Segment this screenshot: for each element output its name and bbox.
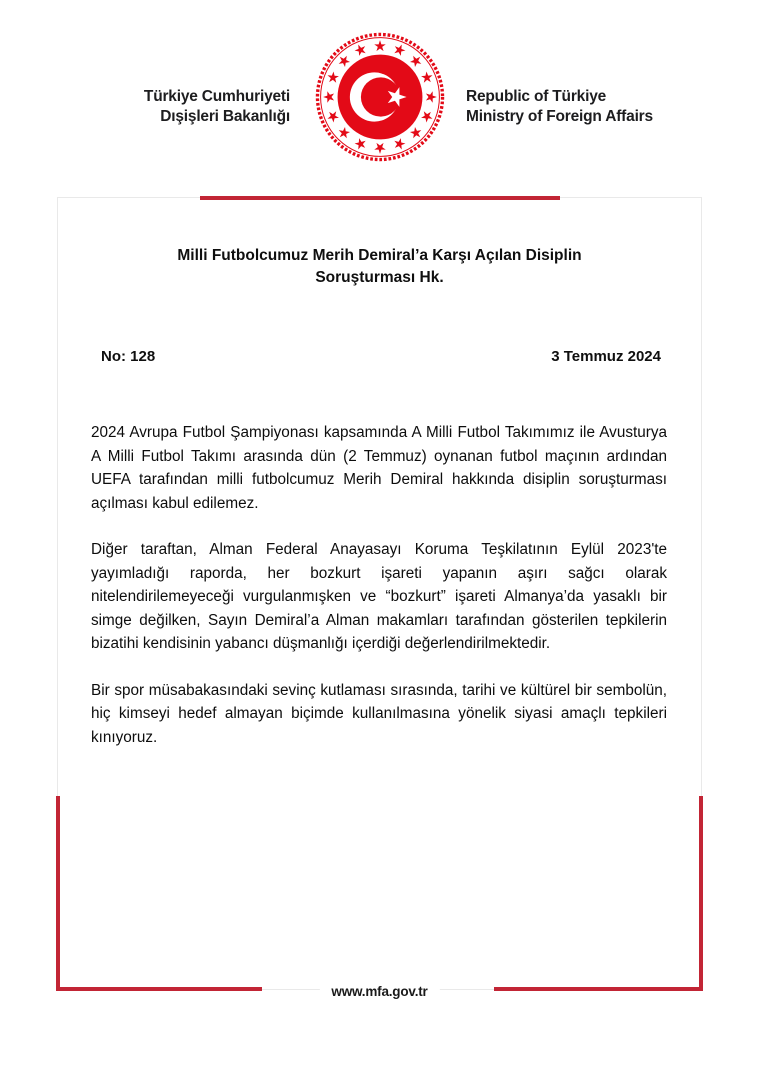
frame-accent-right xyxy=(699,796,703,991)
document-body xyxy=(91,421,667,749)
ministry-en-line1: Republic of Türkiye xyxy=(466,88,607,105)
content-frame xyxy=(57,197,702,999)
page-title: Milli Futbolcumuz Merih Demiral’a Karşı Açılan Disiplin Soruşturması Hk. xyxy=(177,247,582,286)
frame-accent-bottom-right xyxy=(494,987,703,991)
frame-accent-bottom-left xyxy=(56,987,262,991)
ministry-name-english xyxy=(466,87,653,127)
mfa-website-url: www.mfa.gov.tr xyxy=(319,984,439,999)
document-date: 3 Temmuz 2024 xyxy=(551,348,661,365)
frame-accent-left xyxy=(56,796,60,991)
ministry-tr-line2: Dışişleri Bakanlığı xyxy=(160,108,290,125)
body-paragraph: Diğer taraftan, Alman Federal Anayasayı Koruma Teşkilatının Eylül 2023'te yayımladığı raporda, her bozkurt işareti yapanın aşırı sağcı olarak nitelendirilemeyeceği vurgulanmışken ve “bozkurt” işareti Almanya’da yasaklı bir simge değilken, Sayın Demiral’a Alman makamları tarafından gösterilen tepkilerin bizatihi kendisinin yabancı düşmanlığı içerdiği değerlendirilmektedir. xyxy=(91,541,667,652)
document-meta xyxy=(101,348,661,365)
mfa-emblem-icon xyxy=(313,30,447,164)
document-number: No: 128 xyxy=(101,348,156,365)
body-paragraph: Bir spor müsabakasındaki sevinç kutlaması sırasında, tarihi ve kültürel bir sembolün, hiç kimseyi hedef almayan biçimde kullanılmasına yönelik siyasi amaçlı tepkileri kınıyoruz. xyxy=(91,681,667,746)
body-paragraph: 2024 Avrupa Futbol Şampiyonası kapsamında A Milli Futbol Takımımız ile Avusturya A Milli Futbol Takımı arasında dün (2 Temmuz) oynanan futbol maçının ardından UEFA tarafından milli futbolcumuz Merih Demiral hakkında disiplin soruşturması açılması kabul edilemez. xyxy=(91,424,667,512)
ministry-tr-line1: Türkiye Cumhuriyeti xyxy=(143,88,290,105)
ministry-en-line2: Ministry of Foreign Affairs xyxy=(466,108,653,125)
ministry-name-turkish xyxy=(144,87,290,127)
frame-accent-top xyxy=(200,196,560,200)
